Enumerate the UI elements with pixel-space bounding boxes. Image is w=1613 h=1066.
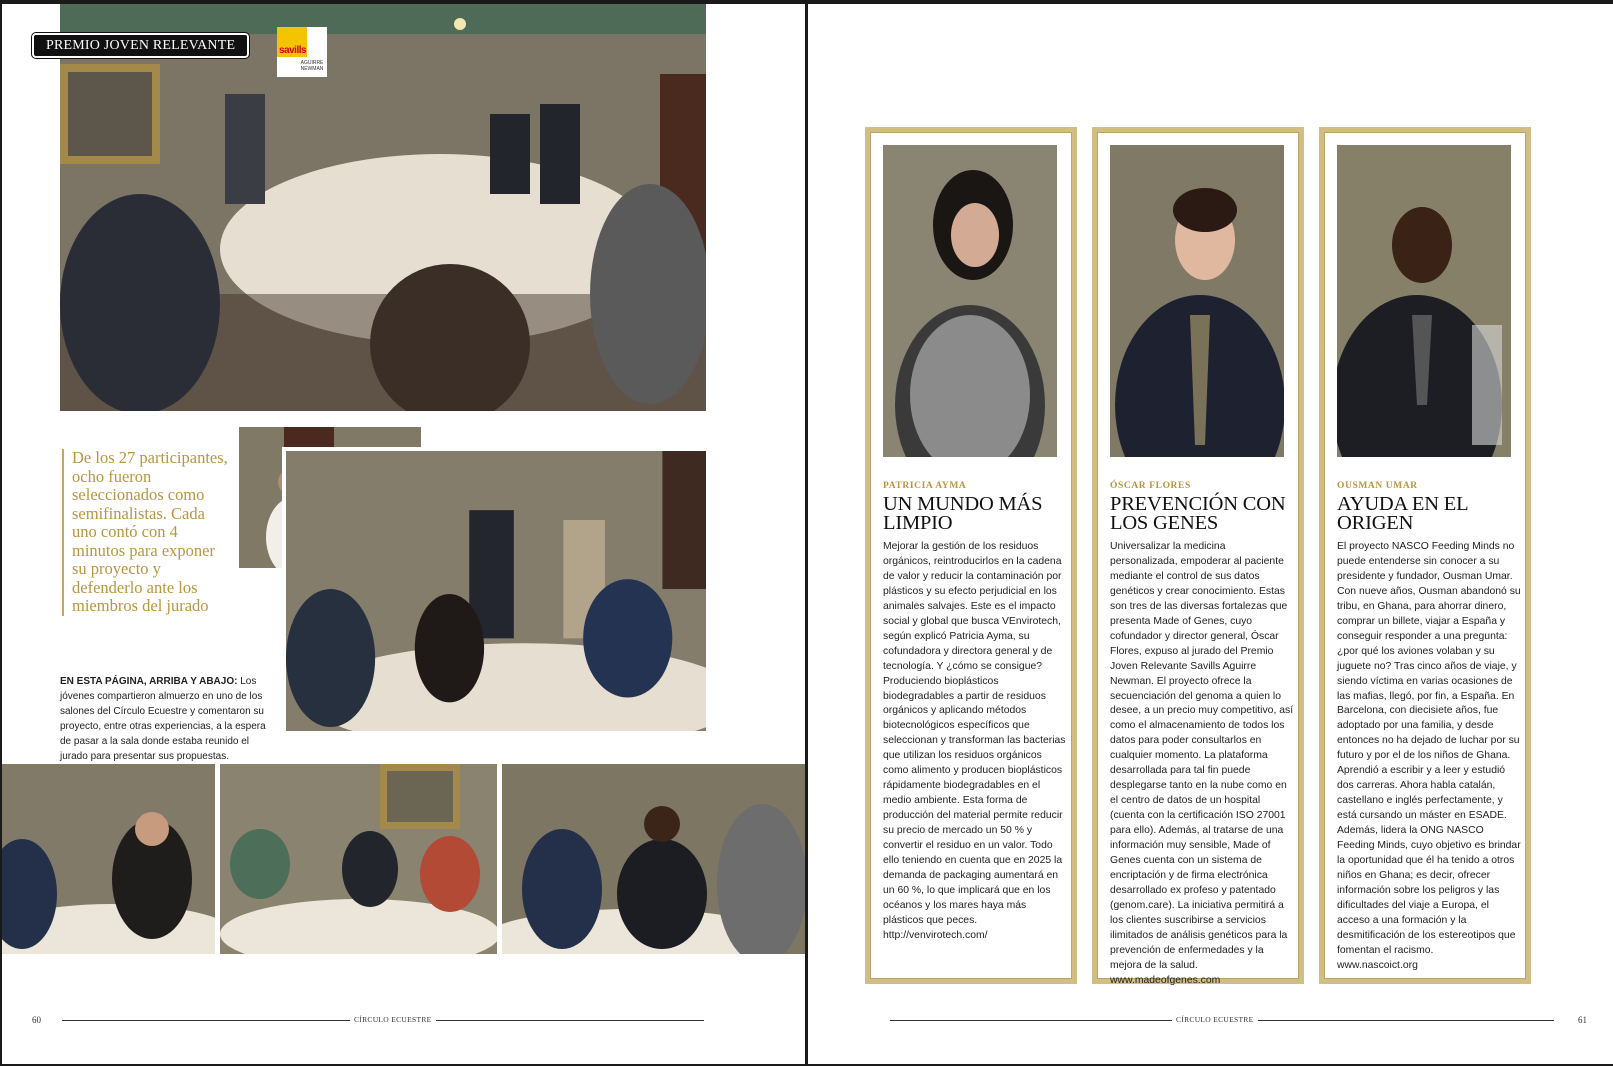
sponsor-brand: savills [279, 45, 307, 56]
photo-bottom-left [2, 764, 215, 954]
profile-url[interactable]: www.madeofgenes.com [1110, 974, 1221, 986]
portrait-photo [883, 145, 1057, 457]
profile-headline: UN MUNDO MÁS LIMPIO [883, 493, 1043, 534]
caption-text: Los jóvenes compartieron almuerzo en uno de los salones del Círculo Ecuestre y comentaron su proyecto, entre otras experiencias, a la espera de pasar a la sala donde estaba reunido el jurado para presentar sus propuestas. [60, 676, 266, 762]
photo-caption [60, 674, 272, 764]
profile-body-text: Mejorar la gestión de los residuos orgánicos, reintroducirlos en la cadena de valor y reducir la contaminación por plásticos y su efecto perjudicial en los animales salvajes. Este es el impacto social y global que busca VEnvirotech, según explicó Patricia Ayma, su cofundadora y directora general y de tecnología. Y ¿cómo se consigue? Produciendo bioplásticos biodegradables a partir de residuos orgánicos y aplicando métodos biotecnológicos específicos que seleccionan y transforman las bacterias que utilizan los residuos orgánicos como alimento y producen bioplásticos rápidamente biodegradables en el medio ambiente. Esta forma de producción del material permite reducir su precio de mercado un 50 % y convertir el residuo en un valor. Todo ello teniendo en cuenta que en 2025 la demanda de packaging aumentará en un 60 %, lo que implicará que en los océanos y los mares haya más plásticos que peces. [883, 541, 1066, 926]
page-number-right: 61 [1578, 1015, 1587, 1025]
profile-body-text: Universalizar la medicina personalizada, empoderar al paciente mediante el control de sus datos genéticos y crear conocimiento. Estas son tres de las diversas fortalezas que presenta Made of Genes, cuyo cofundador y director general, Óscar Flores, expuso al jurado del Premio Joven Relevante Savills Aguirre Newman. El proyecto ofrece la secuenciación del genoma a quien lo desee, a un precio muy competitivo, así como el almacenamiento de todos los datos para poder consultarlos en cualquier momento. La plataforma desarrollada para tal fin puede desplegarse tanto en la nube como en el centro de datos de un hospital (cuenta con la certificación ISO 27001 para ello). Además, al tratarse de una información muy sensible, Made of Genes cuenta con un sistema de encriptación y de firma electrónica desarrollado ex profeso y patentado (genom.care). La iniciativa permitirá a los clientes suscribirse a servicios ilimitados de análisis genéticos para la prevención de enfermedades y la mejora de la salud. [1110, 541, 1294, 971]
portrait-photo [1110, 145, 1284, 457]
profile-card [1319, 127, 1531, 984]
sponsor-logo [277, 27, 327, 77]
page-number-left: 60 [32, 1015, 41, 1025]
profile-name: ÓSCAR FLORES [1110, 481, 1191, 491]
profile-name: PATRICIA AYMA [883, 481, 967, 491]
sponsor-subtitle: AGUIRRE NEWMAN [300, 60, 324, 72]
profile-body-text: El proyecto NASCO Feeding Minds no puede entenderse sin conocer a su presidente y fundador, Ousman Umar. Con nueve años, Ousman abandonó su tribu, en Ghana, para ahorrar dinero, comprar un billete, viajar a España y conseguir responder a una pregunta: ¿por qué los aviones volaban y su juguete no? Tras cinco años de viaje, y siendo víctima en varias ocasiones de las mafias, llegó, por fin, a España. En Barcelona, con diecisiete años, fue adoptado por una familia, y desde entonces no ha dejado de luchar por su futuro y por el de los niños de Ghana. Aprendió a escribir y a leer y estudió dos carreras. Ahora habla catalán, castellano e inglés perfectamente, y está cursando un máster en ESADE. Además, lidera la ONG NASCO Feeding Minds, cuyo objetivo es brindar la oportunidad que él ha tenido a otros niños en Ghana; es decir, ofrecer información sobre los peligros y las dificultades del viaje a Europa, el acceso a una formación y la desmitificación de los estereotipos que fomentan el racismo. [1337, 541, 1521, 956]
photo-bottom-middle [220, 764, 497, 954]
section-label: PREMIO JOVEN RELEVANTE [32, 33, 249, 58]
pull-quote: De los 27 participantes, ocho fueron seleccionados como semifinalistas. Cada uno contó con 4 minutos para exponer su proyecto y defenderlo ante los miembros del jurado [62, 449, 232, 616]
profile-body [1337, 540, 1522, 974]
right-page [808, 4, 1613, 1064]
profile-headline: AYUDA EN EL ORIGEN [1337, 493, 1468, 534]
profile-url[interactable]: www.nascoict.org [1337, 959, 1418, 971]
profile-headline: PREVENCIÓN CON LOS GENES [1110, 493, 1286, 534]
profile-card [865, 127, 1077, 984]
photo-table-group [282, 447, 706, 731]
photo-bottom-right [502, 764, 805, 954]
profile-body [883, 540, 1068, 944]
main-photo-dining-room [60, 4, 706, 411]
profile-body [1110, 540, 1295, 989]
caption-lead: EN ESTA PÁGINA, ARRIBA Y ABAJO: [60, 676, 238, 687]
profile-name: OUSMAN UMAR [1337, 481, 1418, 491]
profile-url[interactable]: http://venvirotech.com/ [883, 929, 988, 941]
footer-magazine-title-right: CÍRCULO ECUESTRE [1172, 1015, 1258, 1024]
left-page [2, 4, 805, 1064]
portrait-photo [1337, 145, 1511, 457]
footer-magazine-title-left: CÍRCULO ECUESTRE [350, 1015, 436, 1024]
profile-card [1092, 127, 1304, 984]
